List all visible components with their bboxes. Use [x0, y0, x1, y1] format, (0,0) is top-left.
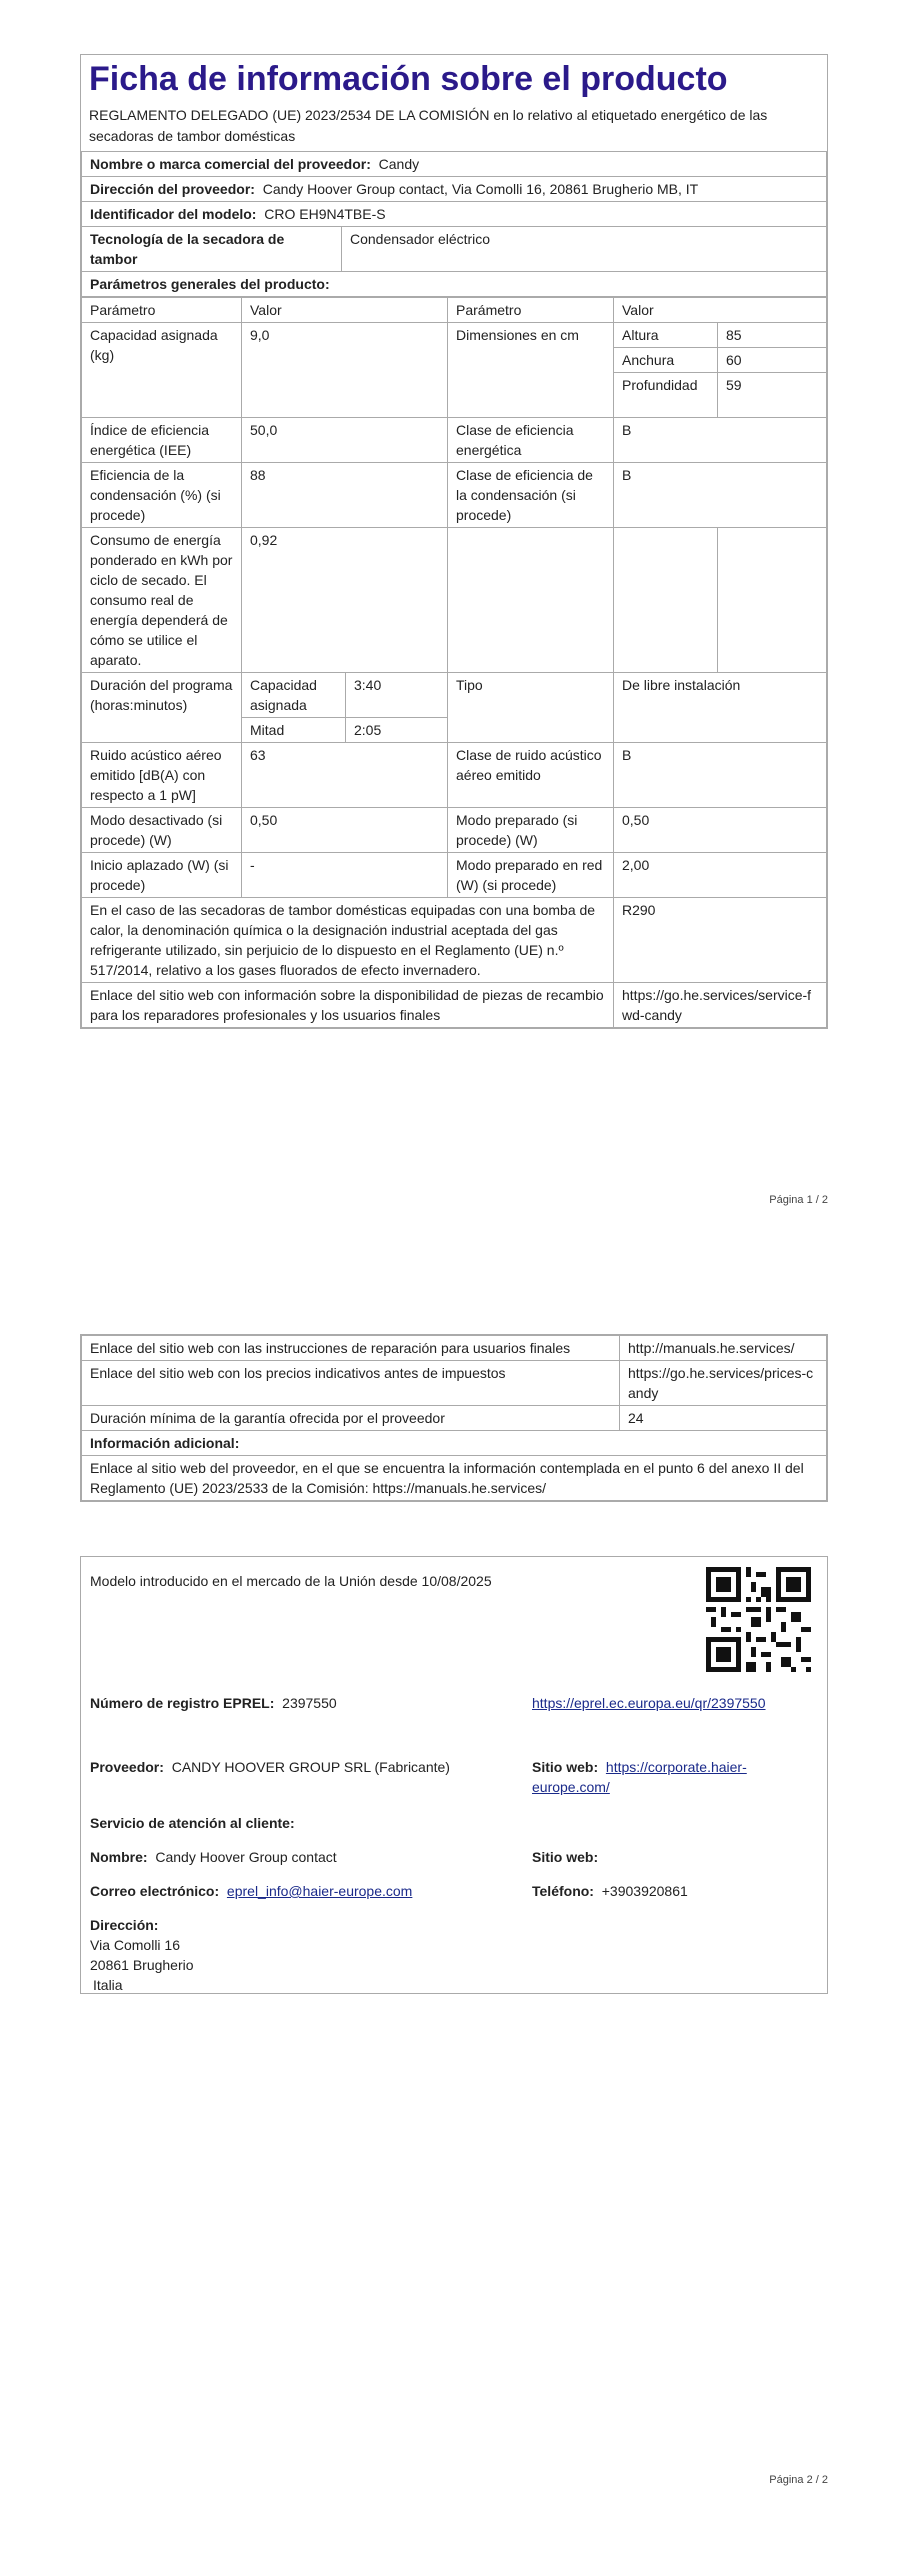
duration-label: Duración del programa (horas:minutos) — [82, 673, 242, 743]
half-load-value: 2:05 — [346, 718, 448, 743]
market-date: Modelo introducido en el mercado de la Unión desde 10/08/2025 — [90, 1573, 492, 1589]
general-params-label: Parámetros generales del producto: — [82, 272, 827, 297]
width-value: 60 — [718, 348, 827, 373]
eprel-number: 2397550 — [282, 1695, 337, 1711]
links-table — [81, 1335, 827, 1501]
full-load-value: 3:40 — [346, 673, 448, 718]
iee-value: 50,0 — [242, 418, 448, 463]
table-row — [82, 323, 827, 348]
condensation-class-value: B — [614, 463, 827, 528]
condensation-eff-value: 88 — [242, 463, 448, 528]
noise-class-value: B — [614, 743, 827, 808]
off-mode-value: 0,50 — [242, 808, 448, 853]
additional-info-text: Enlace al sitio web del proveedor, en el que se encuentra la información contemplada en el punto 6 del anexo II del Reglamento (UE) 2023/2533 de la Comisión: https://manuals.he.services/ — [82, 1456, 827, 1501]
table-row — [82, 202, 827, 227]
email-link[interactable]: eprel_info@haier-europe.com — [226, 1883, 413, 1899]
standby-value: 0,50 — [614, 808, 827, 853]
condensation-eff-label: Eficiencia de la condensación (%) (si procede) — [82, 463, 242, 528]
refrigerant-value: R290 — [614, 898, 827, 983]
model-label: Identificador del modelo: — [90, 206, 257, 222]
phone-label: Teléfono: — [532, 1883, 594, 1899]
qr-pattern — [706, 1567, 811, 1672]
table-row — [82, 418, 827, 463]
table-row — [82, 898, 827, 983]
address-label: Dirección: — [90, 1917, 159, 1933]
qr-code[interactable] — [706, 1567, 811, 1672]
consumption-value: 0,92 — [242, 528, 448, 673]
noise-value: 63 — [242, 743, 448, 808]
eprel-link[interactable]: https://eprel.ec.europa.eu/qr/2397550 — [532, 1695, 766, 1711]
width-label: Anchura — [614, 348, 718, 373]
table-row — [82, 227, 827, 272]
supplier-name: Candy — [378, 156, 420, 172]
table-row — [82, 743, 827, 808]
height-value: 85 — [718, 323, 827, 348]
provider-web-row — [532, 1757, 822, 1797]
params-table — [81, 297, 827, 1028]
regulation-text: REGLAMENTO DELEGADO (UE) 2023/2534 DE LA COMISIÓN en lo relativo al etiquetado energético de las secadoras de tambor domésticas — [89, 107, 768, 144]
depth-label: Profundidad — [614, 373, 718, 418]
tech-value: Condensador eléctrico — [342, 227, 827, 272]
off-mode-label: Modo desactivado (si procede) (W) — [82, 808, 242, 853]
prices-label: Enlace del sitio web con los precios indicativos antes de impuestos — [82, 1361, 620, 1406]
full-load-label: Capacidad asignada — [242, 673, 346, 718]
spares-link[interactable]: https://go.he.services/service-fwd-candy — [614, 983, 827, 1028]
table-row — [82, 673, 827, 718]
phone-row — [532, 1881, 688, 1901]
delay-start-label: Inicio aplazado (W) (si procede) — [82, 853, 242, 898]
refrigerant-label: En el caso de las secadoras de tambor domésticas equipadas con una bomba de calor, la denominación química o la designación industrial aceptada del gas refrigerante utilizado, sin perjuicio de lo dispuesto en el Reglamento (UE) n.º 517/2014, relativo a los gases fluorados de efecto invernadero. — [82, 898, 614, 983]
dimensions-label: Dimensiones en cm — [448, 323, 614, 418]
table-row — [82, 983, 827, 1028]
table-row — [82, 177, 827, 202]
address-line: Via Comolli 16 — [90, 1937, 181, 1953]
supplier-table — [81, 151, 827, 297]
iee-label: Índice de eficiencia energética (IEE) — [82, 418, 242, 463]
col-header-param: Parámetro — [82, 298, 242, 323]
product-info-sheet — [80, 54, 828, 1029]
warranty-value: 24 — [620, 1406, 827, 1431]
prices-link[interactable]: https://go.he.services/prices-candy — [620, 1361, 827, 1406]
empty-cell — [718, 528, 827, 673]
delay-start-value: - — [242, 853, 448, 898]
repair-link[interactable]: http://manuals.he.services/ — [620, 1336, 827, 1361]
condensation-class-label: Clase de eficiencia de la condensación (si procede) — [448, 463, 614, 528]
contact-name-label: Nombre: — [90, 1849, 148, 1865]
provider-row — [90, 1757, 450, 1777]
address-line: 20861 Brugherio — [90, 1957, 194, 1973]
address-block — [90, 1915, 194, 1995]
warranty-label: Duración mínima de la garantía ofrecida por el proveedor — [82, 1406, 620, 1431]
table-row — [82, 298, 827, 323]
empty-cell — [448, 528, 614, 673]
col-header-value-2: Valor — [614, 298, 827, 323]
email-row — [90, 1881, 412, 1901]
page-number: Página 1 / 2 — [769, 1194, 828, 1206]
provider-web-link[interactable]: https://corporate.haier-europe.com/ — [532, 1759, 747, 1795]
col-header-param-2: Parámetro — [448, 298, 614, 323]
supplier-address: Candy Hoover Group contact, Via Comolli 16, 20861 Brugherio MB, IT — [262, 181, 699, 197]
capacity-label: Capacidad asignada (kg) — [82, 323, 242, 418]
consumption-label: Consumo de energía ponderado en kWh por ciclo de secado. El consumo real de energía dependerá de cómo se utilice el aparato. — [82, 528, 242, 673]
eprel-label: Número de registro EPREL: — [90, 1695, 275, 1711]
table-row — [82, 1406, 827, 1431]
contact-name: Candy Hoover Group contact — [155, 1849, 337, 1865]
phone-number: +3903920861 — [601, 1883, 688, 1899]
noise-class-label: Clase de ruido acústico aéreo emitido — [448, 743, 614, 808]
table-row — [82, 1456, 827, 1501]
table-row — [82, 808, 827, 853]
noise-label: Ruido acústico aéreo emitido [dB(A) con respecto a 1 pW] — [82, 743, 242, 808]
sheet-header — [81, 59, 827, 147]
table-row — [82, 853, 827, 898]
supplier-address-label: Dirección del proveedor: — [90, 181, 255, 197]
standby-label: Modo preparado (si procede) (W) — [448, 808, 614, 853]
table-row — [82, 272, 827, 297]
half-load-label: Mitad — [242, 718, 346, 743]
tech-label: Tecnología de la secadora de tambor — [82, 227, 342, 272]
additional-info-label: Información adicional: — [82, 1431, 827, 1456]
empty-cell — [614, 528, 718, 673]
model-id: CRO EH9N4TBE-S — [264, 206, 386, 222]
depth-value: 59 — [718, 373, 827, 418]
contact-name-row — [90, 1847, 337, 1867]
spares-label: Enlace del sitio web con información sobre la disponibilidad de piezas de recambio para los reparadores profesionales y los usuarios finales — [82, 983, 614, 1028]
address-line: Italia — [93, 1977, 123, 1993]
col-header-value: Valor — [242, 298, 448, 323]
capacity-value: 9,0 — [242, 323, 448, 418]
page-title: Ficha de información sobre el producto — [89, 60, 728, 98]
provider-name: CANDY HOOVER GROUP SRL (Fabricante) — [171, 1759, 450, 1775]
provider-label: Proveedor: — [90, 1759, 164, 1775]
page-number: Página 2 / 2 — [769, 2474, 828, 2486]
energy-class-label: Clase de eficiencia energética — [448, 418, 614, 463]
email-label: Correo electrónico: — [90, 1883, 220, 1899]
energy-class-value: B — [614, 418, 827, 463]
customer-service-label: Servicio de atención al cliente: — [90, 1815, 295, 1831]
type-label: Tipo — [448, 673, 614, 743]
type-value: De libre instalación — [614, 673, 827, 743]
height-label: Altura — [614, 323, 718, 348]
eprel-number-row — [90, 1693, 337, 1713]
table-row — [82, 1361, 827, 1406]
web-label: Sitio web: — [532, 1759, 599, 1775]
table-row — [82, 528, 827, 673]
page2-table-box — [80, 1334, 828, 1502]
table-row — [82, 1431, 827, 1456]
table-row — [82, 1336, 827, 1361]
networked-standby-label: Modo preparado en red (W) (si procede) — [448, 853, 614, 898]
networked-standby-value: 2,00 — [614, 853, 827, 898]
table-row — [82, 152, 827, 177]
supplier-name-label: Nombre o marca comercial del proveedor: — [90, 156, 371, 172]
contact-web-label: Sitio web: — [532, 1849, 599, 1865]
table-row — [82, 463, 827, 528]
repair-label: Enlace del sitio web con las instrucciones de reparación para usuarios finales — [82, 1336, 620, 1361]
eprel-box — [80, 1556, 828, 1994]
